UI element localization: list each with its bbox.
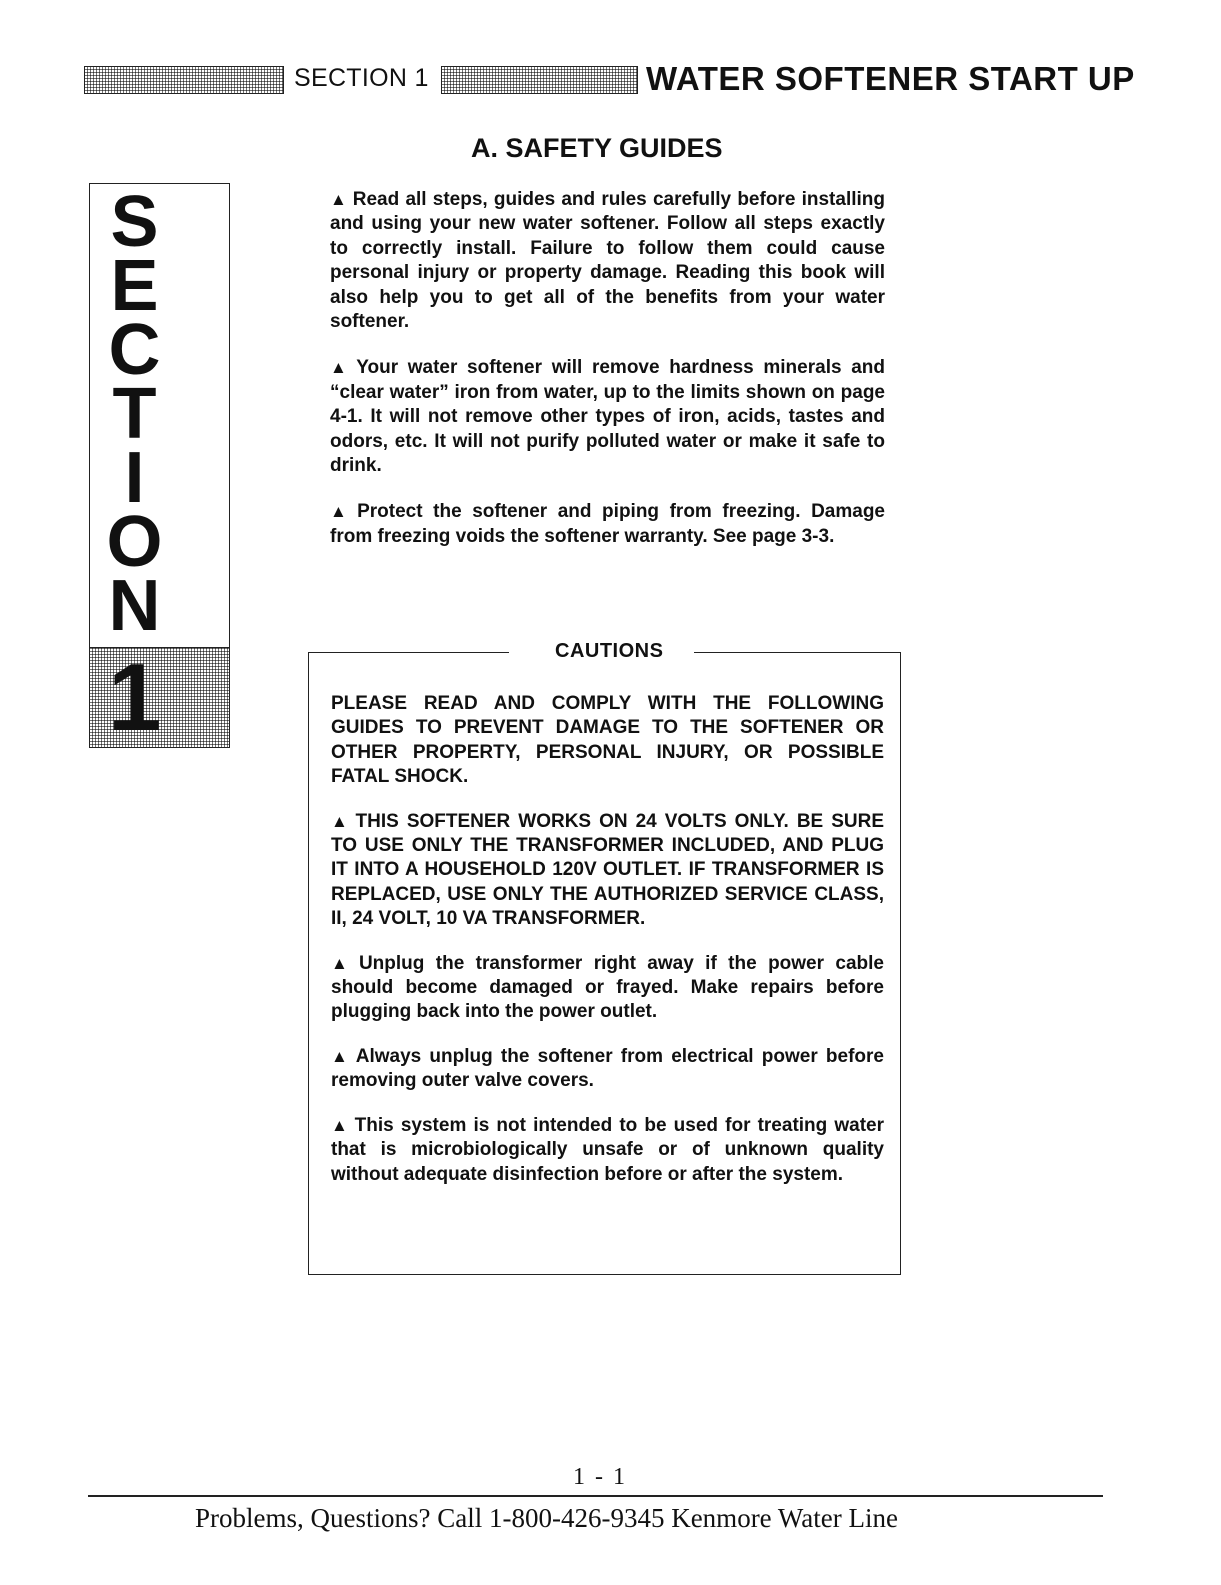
triangle-bullet-icon: ▲ xyxy=(331,1115,350,1135)
header-hatch-pattern-right xyxy=(441,66,638,94)
side-tab-section-number: 1 xyxy=(108,644,162,751)
footer-contact-line: Problems, Questions? Call 1-800-426-9345 Kenmore Water Line xyxy=(195,1503,898,1533)
side-tab-letter: S xyxy=(110,182,159,262)
cautions-rule-right xyxy=(694,652,900,653)
side-tab-letter: O xyxy=(106,502,163,582)
triangle-bullet-icon: ▲ xyxy=(331,953,354,973)
cautions-intro: PLEASE READ AND COMPLY WITH THE FOLLOWING GUIDES TO PREVENT DAMAGE TO THE SOFTENER OR OTHER PROPERTY, PERSONAL INJURY, OR POSSIBLE FATAL SHOCK. xyxy=(331,693,884,788)
caution-item xyxy=(331,1045,884,1094)
side-tab-letter: I xyxy=(124,438,145,518)
safety-guides xyxy=(330,188,885,571)
section-label: SECTION 1 xyxy=(294,64,429,92)
caution-item-text: THIS SOFTENER WORKS ON 24 VOLTS ONLY. BE SURE TO USE ONLY THE TRANSFORMER INCLUDED, AND PLUG IT INTO A HOUSEHOLD 120V OUTLET. IF TRANSFORMER IS REPLACED, USE ONLY THE AUTHORIZED SERVICE CLASS, II, 24 VOLT, 10 VA TRANSFORMER. xyxy=(331,810,884,930)
footer-divider xyxy=(88,1495,1103,1497)
cautions-content xyxy=(331,692,884,1207)
caution-item-text: Unplug the transformer right away if the power cable should become damaged or frayed. Make repairs before plugging back into the power outlet. xyxy=(331,952,885,1023)
safety-guide-paragraph xyxy=(330,500,885,549)
chapter-title: WATER SOFTENER START UP xyxy=(646,60,1135,97)
paragraph-text: Your water softener will remove hardness minerals and “clear water” iron from water, up to the limits shown on page 4-1. It will not remove other types of iron, acids, tastes and odors, etc. It will not purify polluted water or make it safe to drink. xyxy=(330,357,885,477)
safety-guide-paragraph xyxy=(330,188,885,334)
side-tab-hatch-pattern xyxy=(90,644,229,751)
page-header xyxy=(84,60,1135,102)
page-number: 1 - 1 xyxy=(573,1464,627,1490)
triangle-bullet-icon: ▲ xyxy=(330,358,352,378)
triangle-bullet-icon: ▲ xyxy=(330,190,348,209)
caution-item-text: This system is not intended to be used for treating water that is microbiologically unsafe or of unknown quality without adequate disinfection before or after the system. xyxy=(331,1114,885,1185)
paragraph-text: Read all steps, guides and rules carefully before installing and using your new water softener. Follow all steps exactly to correctly install. Failure to follow them could cause personal injury or property damage. Reading this book will also help you to get all of the benefits from your water softener. xyxy=(330,189,886,333)
section-heading: A. SAFETY GUIDES xyxy=(471,133,723,163)
side-tab-letter: E xyxy=(110,246,159,326)
side-tab-letter: C xyxy=(108,310,161,390)
triangle-bullet-icon: ▲ xyxy=(331,1046,351,1066)
caution-item xyxy=(331,1114,884,1187)
side-tab-letter: N xyxy=(108,566,161,646)
header-hatch-pattern-left xyxy=(84,66,284,94)
side-tab-letters xyxy=(90,182,229,646)
section-side-tab xyxy=(89,182,230,751)
cautions-title: CAUTIONS xyxy=(551,640,667,663)
triangle-bullet-icon: ▲ xyxy=(331,811,351,831)
cautions-box xyxy=(308,640,901,1275)
caution-item xyxy=(331,952,884,1025)
cautions-rule-left xyxy=(309,652,509,653)
caution-item xyxy=(331,810,884,932)
side-tab-letter: T xyxy=(112,374,157,454)
paragraph-text: Protect the softener and piping from freezing. Damage from freezing voids the softener warranty. See page 3-3. xyxy=(330,501,885,547)
caution-item-text: Always unplug the softener from electrical power before removing outer valve covers. xyxy=(331,1045,884,1092)
safety-guide-paragraph xyxy=(330,356,885,478)
triangle-bullet-icon: ▲ xyxy=(330,502,353,522)
